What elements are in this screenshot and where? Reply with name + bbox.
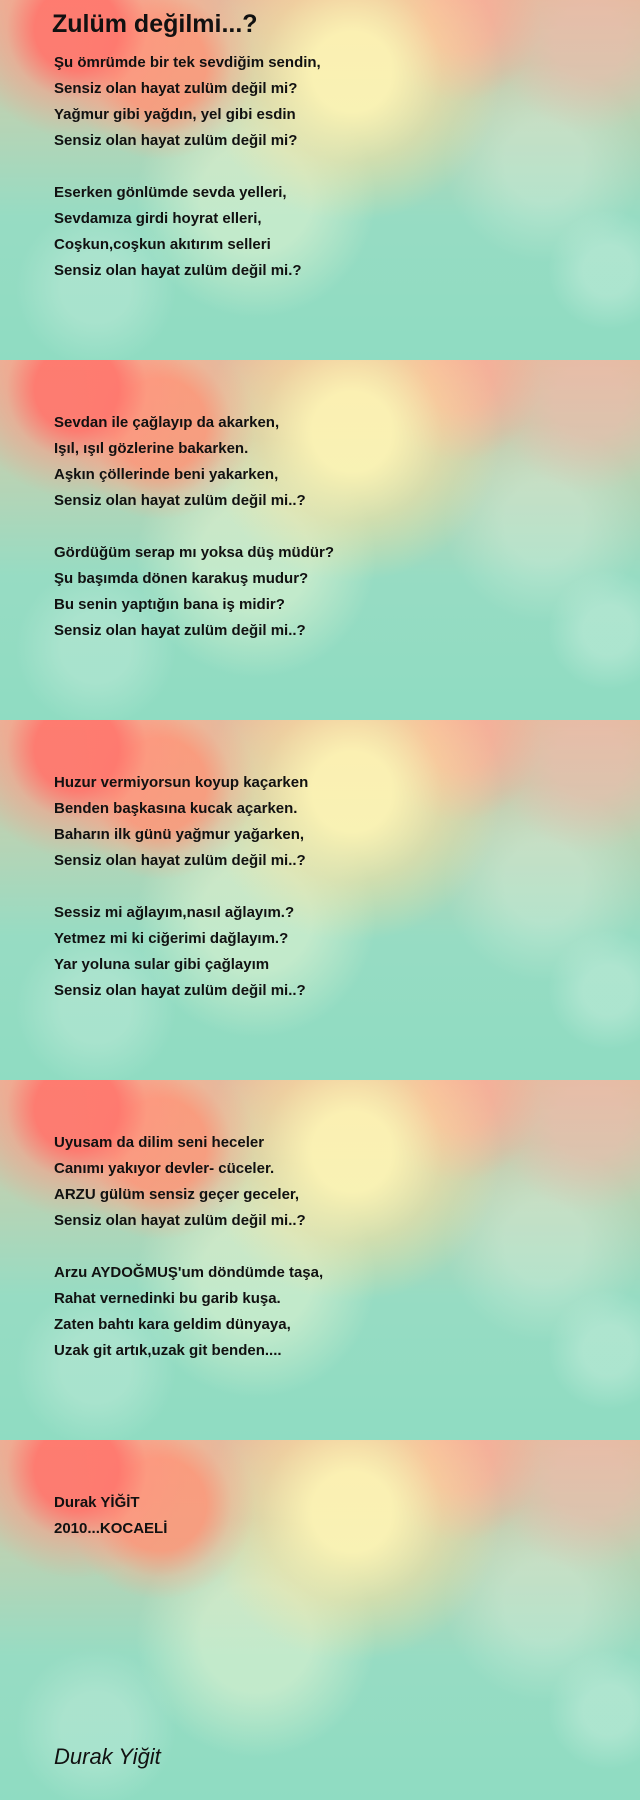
stanza-8	[54, 1260, 323, 1364]
poem-line: Arzu AYDOĞMUŞ'um döndümde taşa,	[54, 1264, 324, 1281]
poem-line: Huzur vermiyorsun koyup kaçarken	[54, 774, 309, 791]
poem-line: Sensiz olan hayat zulüm değil mi?	[54, 80, 298, 97]
poem-panel-1	[0, 0, 640, 360]
poem-line: Sensiz olan hayat zulüm değil mi.?	[54, 262, 302, 279]
poem-line: ARZU gülüm sensiz geçer geceler,	[54, 1186, 300, 1203]
poem-line: Yağmur gibi yağdın, yel gibi esdin	[54, 106, 296, 123]
poem-line: Uyusam da dilim seni heceler	[54, 1134, 265, 1151]
stanza-2	[54, 180, 302, 284]
poem-line: Sevdamıza girdi hoyrat elleri,	[54, 210, 262, 227]
poem-panel-5	[0, 1440, 640, 1800]
poem-line: Şu ömrümde bir tek sevdiğim sendin,	[54, 54, 321, 71]
poem-panel-4	[0, 1080, 640, 1440]
poem-line: Sessiz mi ağlayım,nasıl ağlayım.?	[54, 904, 295, 921]
poem-line: Uzak git artık,uzak git benden....	[54, 1342, 282, 1359]
poem-line: Aşkın çöllerinde beni yakarken,	[54, 466, 279, 483]
poem-line: Işıl, ışıl gözlerine bakarken.	[54, 440, 249, 457]
poem-line: Bu senin yaptığın bana iş midir?	[54, 596, 285, 613]
stanza-7	[54, 1130, 306, 1234]
author-block	[54, 1490, 167, 1542]
stanza-5	[54, 770, 308, 874]
poem-line: Yar yoluna sular gibi çağlayım	[54, 956, 270, 973]
stanza-6	[54, 900, 306, 1004]
poem-line: Sensiz olan hayat zulüm değil mi..?	[54, 622, 306, 639]
stanza-4	[54, 540, 334, 644]
poem-line: Zaten bahtı kara geldim dünyaya,	[54, 1316, 291, 1333]
poem-title: Zulüm değilmi...?	[52, 10, 258, 38]
poem-line: Coşkun,coşkun akıtırım selleri	[54, 236, 271, 253]
stanza-3	[54, 410, 306, 514]
author-name: Durak YİĞİT	[54, 1494, 140, 1511]
poem-line: Sensiz olan hayat zulüm değil mi..?	[54, 1212, 306, 1229]
poem-panel-2	[0, 360, 640, 720]
place-date: 2010...KOCAELİ	[54, 1520, 168, 1537]
poem-line: Rahat vernedinki bu garib kuşa.	[54, 1290, 281, 1307]
poem-line: Sevdan ile çağlayıp da akarken,	[54, 414, 280, 431]
poem-line: Canımı yakıyor devler- cüceler.	[54, 1160, 275, 1177]
poem-line: Sensiz olan hayat zulüm değil mi..?	[54, 492, 306, 509]
poem-line: Sensiz olan hayat zulüm değil mi?	[54, 132, 298, 149]
poem-line: Sensiz olan hayat zulüm değil mi..?	[54, 982, 306, 999]
author-signature: Durak Yiğit	[54, 1744, 161, 1769]
poem-line: Yetmez mi ki ciğerimi dağlayım.?	[54, 930, 289, 947]
poem-line: Baharın ilk günü yağmur yağarken,	[54, 826, 305, 843]
stanza-1	[54, 50, 321, 154]
poem-line: Eserken gönlümde sevda yelleri,	[54, 184, 287, 201]
poem-line: Sensiz olan hayat zulüm değil mi..?	[54, 852, 306, 869]
poem-line: Benden başkasına kucak açarken.	[54, 800, 298, 817]
poem-line: Şu başımda dönen karakuş mudur?	[54, 570, 309, 587]
poem-panel-3	[0, 720, 640, 1080]
poem-line: Gördüğüm serap mı yoksa düş müdür?	[54, 544, 335, 561]
